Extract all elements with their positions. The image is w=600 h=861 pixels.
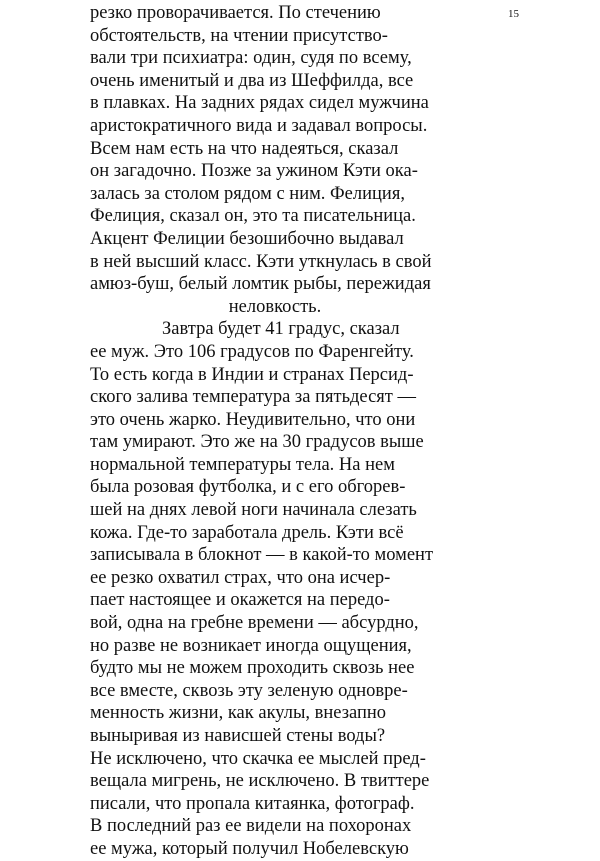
text-line: писали, что пропала китаянка, фотограф. <box>90 793 415 814</box>
text-line: В последний раз ее видели на похоронах <box>90 816 412 837</box>
text-line: нормальной температуры тела. На нем <box>90 454 395 475</box>
text-line: Акцент Фелиции безошибочно выдавал <box>90 228 404 249</box>
text-line: там умирают. Это же на 30 градусов выше <box>90 432 424 453</box>
text-line: вой, одна на гребне времени — абсурдно, <box>90 613 419 634</box>
text-line: Фелиция, сказал он, это та писательница. <box>90 206 416 227</box>
text-line: Всем нам есть на что надеяться, сказал <box>90 138 399 159</box>
text-line: Не исключено, что скачка ее мыслей пред- <box>90 748 426 769</box>
text-line: пает настоящее и окажется на передо- <box>90 590 390 611</box>
page-number: 15 <box>508 8 519 20</box>
text-line: обстоятельств, на чтении присутство- <box>90 25 388 46</box>
text-line: он загадочно. Позже за ужином Кэти ока- <box>90 161 418 182</box>
text-line: вещала мигрень, не исключено. В твиттере <box>90 771 430 792</box>
text-line: будто мы не можем проходить сквозь нее <box>90 658 415 679</box>
body-text <box>90 2 460 861</box>
text-line: ее мужа, который получил Нобелевскую <box>90 838 409 859</box>
text-line: ского залива температура за пятьдесят — <box>90 387 417 408</box>
text-line: записывала в блокнот — в какой-то момент <box>90 545 434 566</box>
text-line: шей на днях левой ноги начинала слезать <box>90 500 417 521</box>
text-line: очень именитый и два из Шеффилда, все <box>90 70 414 91</box>
text-line: кожа. Где-то заработала дрель. Кэти всё <box>90 522 404 543</box>
text-line: но разве не возникает иногда ощущения, <box>90 635 412 656</box>
text-line: выныривая из нависшей стены воды? <box>90 726 386 746</box>
text-line: амюз-буш, белый ломтик рыбы, пережидая <box>90 274 431 295</box>
text-line: менность жизни, как акулы, внезапно <box>90 703 387 724</box>
text-line: все вместе, сквозь эту зеленую одновре- <box>90 680 408 701</box>
text-line: в плавках. На задних рядах сидел мужчина <box>90 93 429 114</box>
text-line: неловкость. <box>228 296 322 317</box>
text-line: аристократичного вида и задавал вопросы. <box>90 115 428 136</box>
text-line: залась за столом рядом с ним. Фелиция, <box>90 183 405 204</box>
text-line: резко проворачивается. По стечению <box>90 3 381 23</box>
text-line: была розовая футболка, и с его обгорев- <box>90 477 406 498</box>
text-line: в ней высший класс. Кэти уткнулась в свой <box>90 251 432 272</box>
text-line: То есть когда в Индии и странах Персид- <box>90 364 414 385</box>
text-line: ее резко охватил страх, что она исчер- <box>90 567 391 588</box>
text-line: ее муж. Это 106 градусов по Фаренгейту. <box>90 341 414 362</box>
text-line: это очень жарко. Неудивительно, что они <box>90 409 416 430</box>
text-line: вали три психиатра: один, судя по всему, <box>90 48 412 69</box>
text-line: Завтра будет 41 градус, сказал <box>162 319 400 340</box>
